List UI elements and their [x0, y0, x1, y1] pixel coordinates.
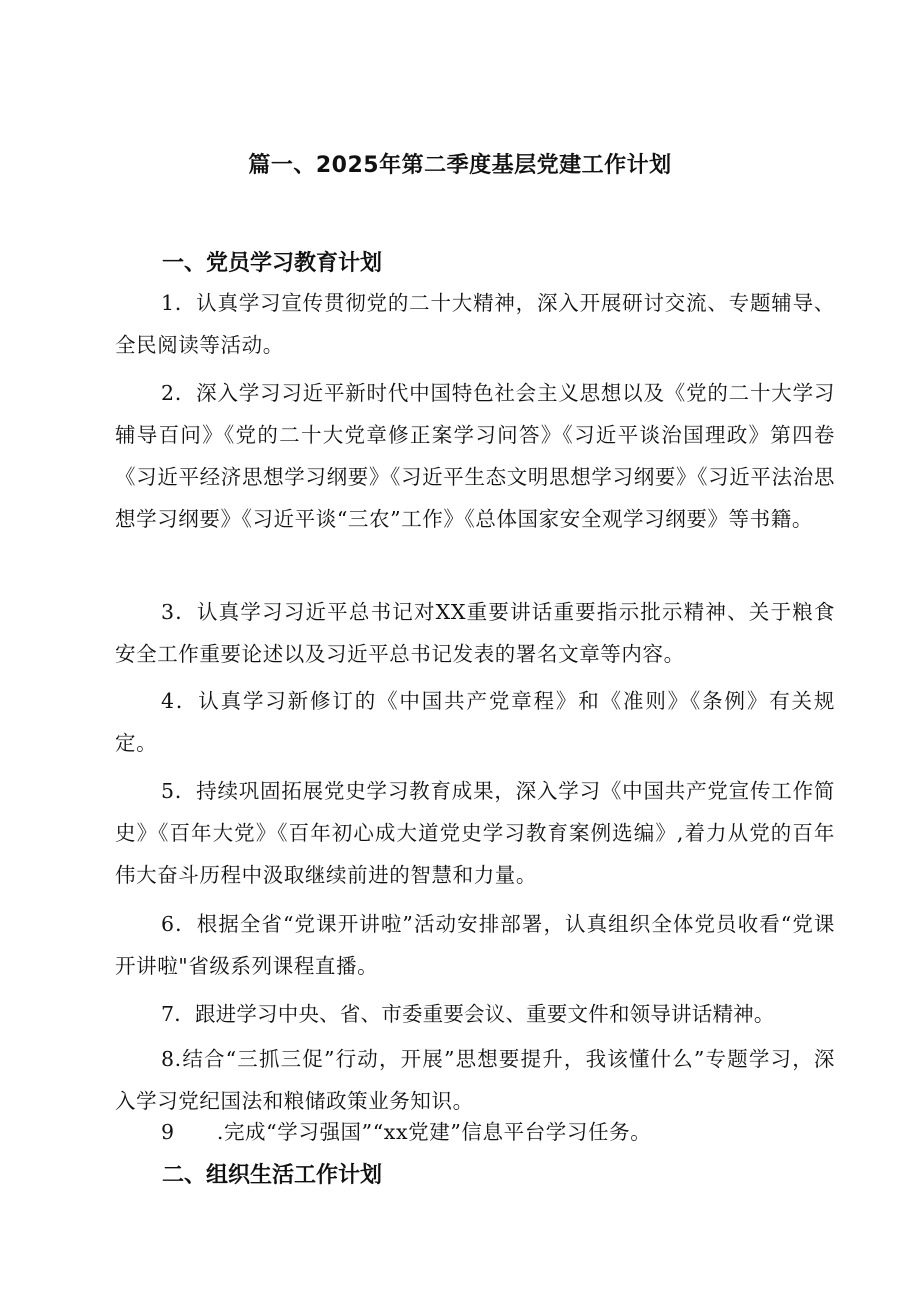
paragraph-item-5: 5．持续巩固拓展党史学习教育成果，深入学习《中国共产党宣传工作简史》《百年大党》《百年初心成大道党史学习教育案例选编》,着力从党的百年伟大奋斗历程中汲取继续前进的智慧和力量。	[115, 779, 835, 887]
paragraph-item-7: 7．跟进学习中央、省、市委重要会议、重要文件和领导讲话精神。	[161, 1002, 775, 1026]
section-heading-study: 一、党员学习教育计划	[162, 251, 383, 276]
paragraph-item-2: 2．深入学习习近平新时代中国特色社会主义思想以及《党的二十大学习辅导百问》《党的二十大党章修正案学习问答》《习近平谈治国理政》第四卷《习近平经济思想学习纲要》《习近平生态文明思想学习纲要》《习近平法治思想学习纲要》《习近平谈“三农”工作》《总体国家安全观学习纲要》等书籍。	[115, 381, 835, 531]
paragraph-item-1: 1．认真学习宣传贯彻党的二十大精神，深入开展研讨交流、专题辅导、全民阅读等活动。	[115, 291, 835, 357]
paragraph-item-9: 9 .完成“学习强国”“xx党建”信息平台学习任务。	[161, 1120, 652, 1144]
paragraph-item-4: 4．认真学习新修订的《中国共产党章程》和《准则》《条例》有关规定。	[115, 689, 835, 755]
paragraph-item-8: 8.结合“三抓三促”行动，开展”思想要提升，我该懂什么”专题学习，深入学习党纪国法和粮储政策业务知识。	[115, 1047, 835, 1113]
paragraph-item-3: 3．认真学习习近平总书记对XX重要讲话重要指示批示精神、关于粮食安全工作重要论述以及习近平总书记发表的署名文章等内容。	[115, 600, 835, 666]
document-title: 篇一、2025年第二季度基层党建工作计划	[248, 153, 672, 178]
section-heading-organization: 二、组织生活工作计划	[162, 1163, 383, 1188]
paragraph-item-6: 6．根据全省“党课开讲啦”活动安排部署，认真组织全体党员收看“党课开讲啦"省级系列课程直播。	[115, 912, 835, 978]
